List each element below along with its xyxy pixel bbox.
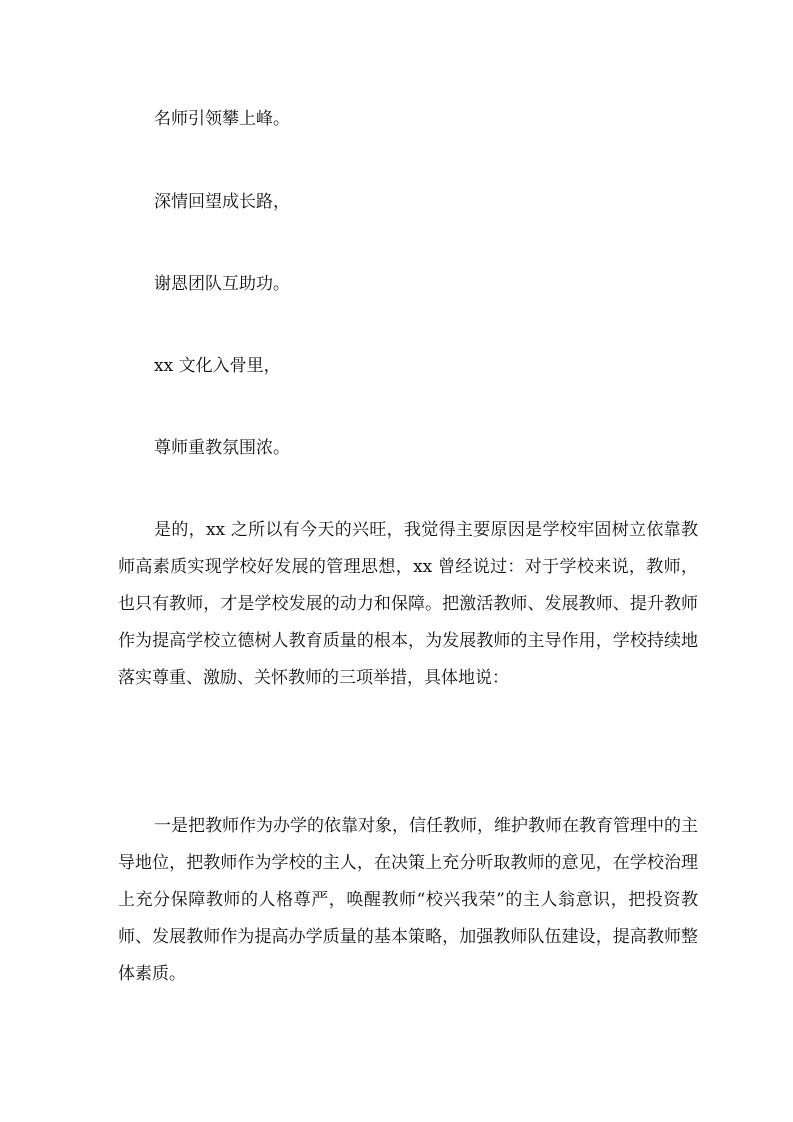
poem-line: 深情回望成长路， xyxy=(154,192,290,212)
poem-line: xx 文化入骨里， xyxy=(154,356,281,376)
poem-line: 谢恩团队互助功。 xyxy=(154,274,290,294)
body-paragraph: 是的，xx 之所以有今天的兴旺，我觉得主要原因是学校牢固树立依靠教师高素质实现学校好发展的管理思想，xx 曾经说过：对于学校来说，教师，也只有教师，才是学校发展的动力和保障。把激活教师、发展教师、提升教师作为提高学校立德树人教育质量的根本，为发展教师的主导作用，学校持续地落实尊重、激励、关怀教师的三项举措，具体地说： xyxy=(118,520,698,688)
poem-line: 名师引领攀上峰。 xyxy=(154,109,290,129)
poem-line: 尊师重教氛围浓。 xyxy=(154,438,290,458)
body-paragraph: 一是把教师作为办学的依靠对象，信任教师，维护教师在教育管理中的主导地位，把教师作为学校的主人，在决策上充分听取教师的意见，在学校治理上充分保障教师的人格尊严，唤醒教师“校兴我荣”的主人翁意识，把投资教师、发展教师作为提高办学质量的基本策略，加强教师队伍建设，提高教师整体素质。 xyxy=(118,816,698,984)
